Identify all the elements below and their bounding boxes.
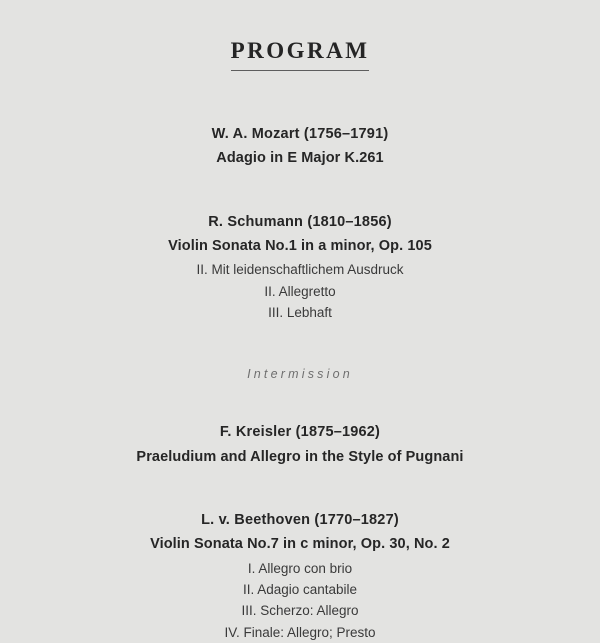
piece-title: Violin Sonata No.7 in c minor, Op. 30, No. 2 (150, 536, 450, 553)
movement-item: II. Mit leidenschaftlichem Ausdruck (196, 262, 404, 278)
work-entry (40, 123, 560, 171)
movement-list (40, 558, 560, 643)
composer-name: F. Kreisler (1875–1962) (219, 424, 381, 441)
movement-item: III. Lebhaft (268, 304, 332, 320)
intermission-label: Intermission (247, 367, 353, 382)
piece-title: Praeludium and Allegro in the Style of Pugnani (136, 448, 464, 465)
work-entry (40, 509, 560, 643)
composer-name: W. A. Mozart (1756–1791) (211, 126, 389, 142)
work-entry (40, 421, 560, 469)
movement-item: I. Allegro con brio (247, 560, 353, 576)
composer-name: L. v. Beethoven (1770–1827) (201, 511, 399, 528)
piece-title: Violin Sonata No.1 in a minor, Op. 105 (168, 238, 432, 255)
movement-item: IV. Finale: Allegro; Presto (224, 624, 376, 640)
composer-name: R. Schumann (1810–1856) (208, 213, 392, 230)
piece-title: Adagio in E Major K.261 (216, 150, 384, 167)
works-list (40, 71, 560, 643)
movement-item: III. Scherzo: Allegro (241, 603, 359, 619)
movement-list (40, 259, 560, 323)
work-entry (40, 211, 560, 324)
movement-item: II. Allegretto (264, 283, 336, 299)
page-title: PROGRAM (231, 38, 370, 71)
movement-item: II. Adagio cantabile (242, 581, 358, 597)
